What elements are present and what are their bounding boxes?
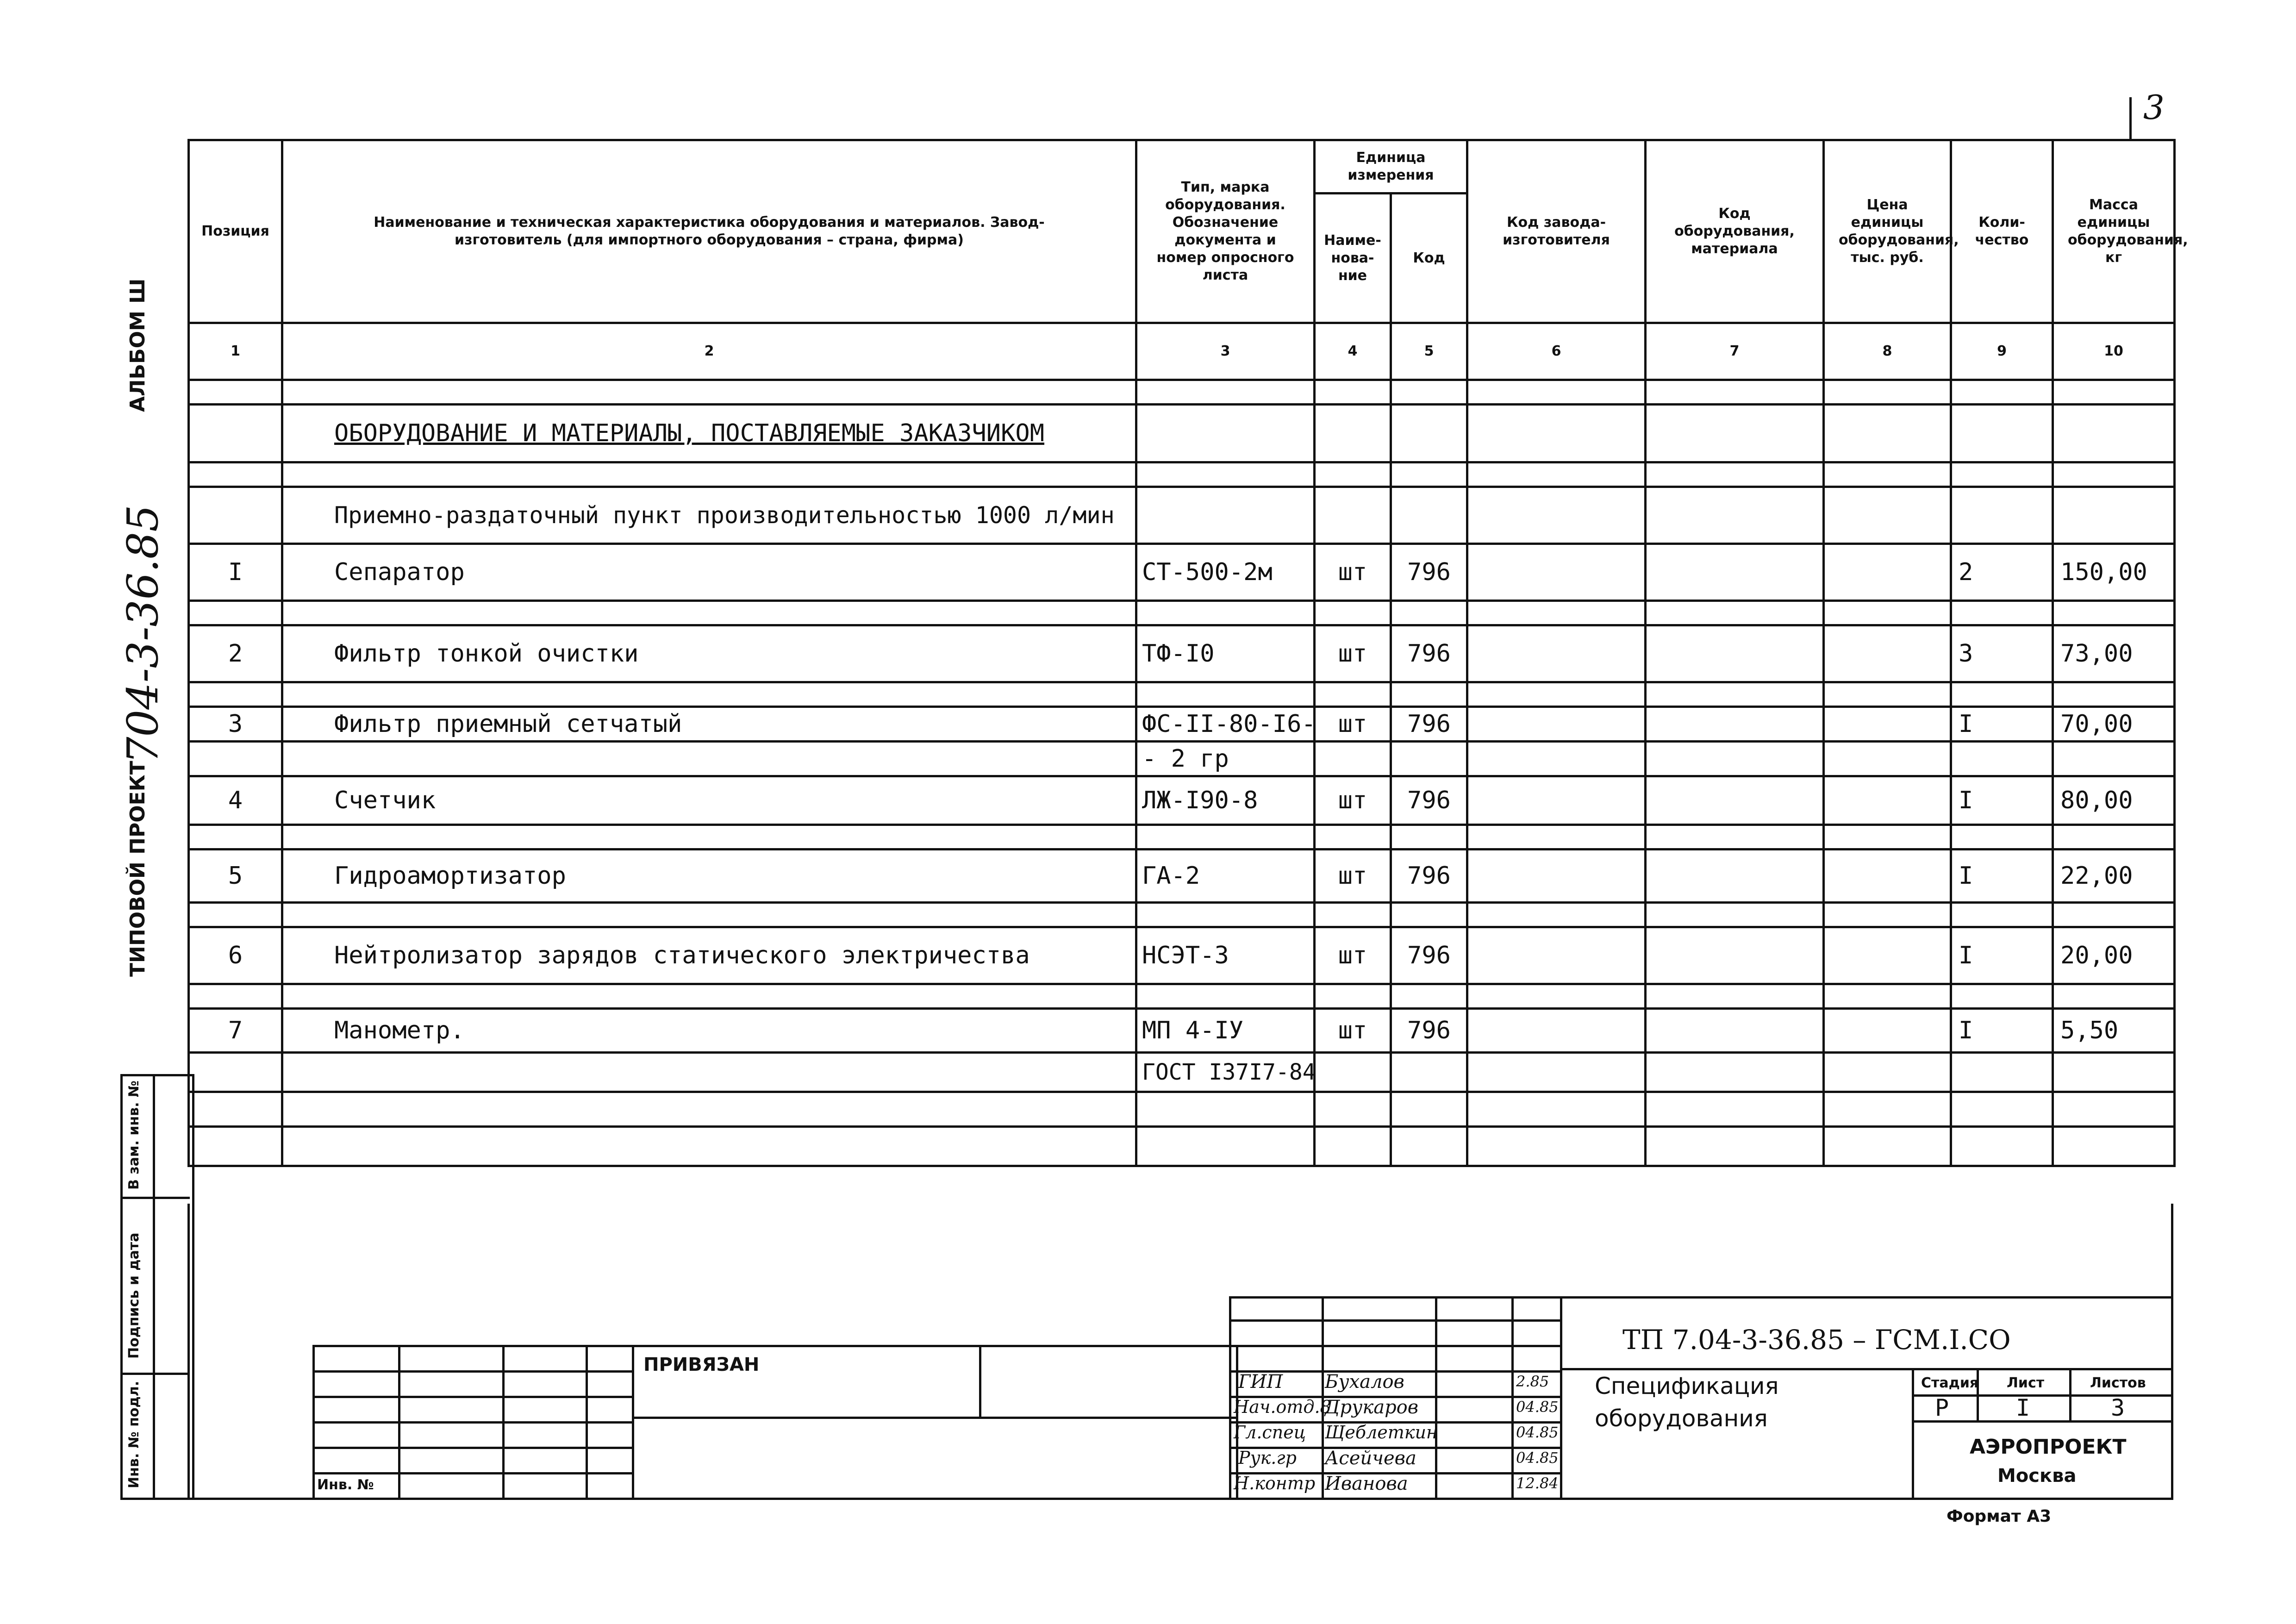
organization-name: АЭРОПРОЕКТ <box>1970 1435 2127 1459</box>
blank-row <box>189 380 2175 405</box>
privyazan-grid <box>312 1447 632 1449</box>
item-type: ФС-II-80-I6- <box>1142 710 1316 738</box>
item-name: Счетчик <box>334 787 436 814</box>
signature-name: Друкаров <box>1325 1397 1419 1418</box>
item-type: ЛЖ-I90-8 <box>1142 787 1258 814</box>
signature-role: Нач.отд.8 <box>1234 1397 1331 1417</box>
binding-strip-sep-1 <box>120 1197 190 1199</box>
table-row <box>189 849 2175 903</box>
stamp-inv-zam: В зам. инв. № <box>126 1080 142 1190</box>
subsection-row <box>189 487 2175 544</box>
col-number: 10 <box>2053 323 2175 380</box>
signature-role: Гл.спец <box>1234 1422 1306 1443</box>
item-qty: I <box>1959 787 1973 814</box>
header-price: Цена единицы оборудования, тыс. руб. <box>1824 140 1951 323</box>
privyazan-grid <box>632 1417 1238 1419</box>
stage-grid <box>1912 1420 2173 1423</box>
signature-name: Бухалов <box>1325 1371 1404 1393</box>
frame-left-lower <box>187 1204 190 1500</box>
signature-date: 04.85 <box>1516 1398 1559 1416</box>
header-unit-group: Единица измерения <box>1315 140 1467 194</box>
header-name: Наименование и техническая характеристика оборудования и материалов. Завод-изготовитель (для импортного оборудования – страна, фирма) <box>282 140 1136 323</box>
project-number: 704-3-36.85 <box>118 505 168 764</box>
table-row <box>189 707 2175 742</box>
item-unit: шт <box>1338 862 1367 890</box>
col-number: 1 <box>189 323 282 380</box>
signature-name: Асейчева <box>1325 1448 1416 1469</box>
item-position: 4 <box>228 787 243 814</box>
item-mass: 73,00 <box>2060 640 2133 668</box>
item-unit: шт <box>1338 942 1367 969</box>
header-position: Позиция <box>189 140 282 323</box>
signature-date: 2.85 <box>1516 1373 1549 1390</box>
blank-row <box>189 903 2175 927</box>
col-number: 8 <box>1824 323 1951 380</box>
item-name: Фильтр приемный сетчатый <box>334 710 682 738</box>
sheets-value: 3 <box>2111 1394 2125 1421</box>
table-row <box>189 776 2175 825</box>
sheet-number: 3 <box>2143 88 2165 127</box>
item-code: 796 <box>1407 787 1451 814</box>
signature-date: 04.85 <box>1516 1424 1559 1441</box>
doc-title-line-2: оборудования <box>1595 1405 1768 1432</box>
item-type: МП 4-IУ <box>1142 1017 1244 1044</box>
blank-row <box>189 825 2175 849</box>
privyazan-grid <box>979 1345 981 1419</box>
item-code: 796 <box>1407 942 1451 969</box>
item-position: 5 <box>228 862 243 890</box>
item-position: 2 <box>228 640 243 668</box>
sheet-label: Лист <box>2007 1375 2045 1391</box>
item-qty: 3 <box>1959 640 1973 668</box>
blank-row <box>189 1127 2175 1166</box>
item-unit: шт <box>1338 787 1367 814</box>
col-number: 3 <box>1136 323 1315 380</box>
item-unit: шт <box>1338 558 1367 586</box>
signature-role: Рук.гр <box>1238 1448 1297 1468</box>
item-qty: I <box>1959 710 1973 738</box>
col-number: 2 <box>282 323 1136 380</box>
signatures-grid <box>1229 1345 1562 1347</box>
item-name: Нейтролизатор зарядов статического электричества <box>334 942 1030 969</box>
table-row-continuation <box>189 1053 2175 1092</box>
signature-date: 12.84 <box>1516 1474 1559 1492</box>
frame-bottom <box>187 1498 2173 1500</box>
binding-strip-sep-2 <box>120 1373 190 1375</box>
privyazan-grid <box>632 1345 634 1498</box>
privyazan-label: ПРИВЯЗАН <box>643 1354 760 1375</box>
table-row <box>189 927 2175 984</box>
item-qty: 2 <box>1959 558 1973 586</box>
item-mass: 20,00 <box>2060 942 2133 969</box>
col-number: 9 <box>1951 323 2053 380</box>
item-code: 796 <box>1407 558 1451 586</box>
project-label: ТИПОВОЙ ПРОЕКТ <box>126 761 150 977</box>
blank-row <box>189 682 2175 707</box>
binding-strip-divider <box>153 1074 155 1498</box>
table-row <box>189 625 2175 682</box>
item-type: СТ-500-2м <box>1142 558 1273 586</box>
inv-label: Инв. № <box>317 1477 374 1493</box>
item-position: 3 <box>228 710 243 738</box>
item-mass: 150,00 <box>2060 558 2147 586</box>
spec-table <box>187 139 2188 1167</box>
signatures-grid <box>1229 1319 1562 1322</box>
stage-value: Р <box>1935 1394 1949 1421</box>
privyazan-grid <box>312 1396 632 1398</box>
item-type: НСЭТ-3 <box>1142 942 1229 969</box>
signature-role: ГИП <box>1238 1371 1283 1393</box>
subsection-title: Приемно-раздаточный пункт производительностью 1000 л/мин <box>334 502 1115 529</box>
stage-grid <box>1912 1394 2173 1397</box>
header-mass: Масса единицы оборудования, кг <box>2053 140 2175 323</box>
header-qty: Коли-чество <box>1951 140 2053 323</box>
item-name: Сепаратор <box>334 558 465 586</box>
header-factory-code: Код завода-изготовителя <box>1467 140 1646 323</box>
blank-row <box>189 462 2175 487</box>
col-number: 5 <box>1391 323 1467 380</box>
section-title: ОБОРУДОВАНИЕ И МАТЕРИАЛЫ, ПОСТАВЛЯЕМЫЕ ЗАКАЗЧИКОМ <box>334 419 1045 447</box>
item-position: 6 <box>228 942 243 969</box>
item-name: Манометр. <box>334 1017 465 1044</box>
item-mass: 80,00 <box>2060 787 2133 814</box>
sheets-label: Листов <box>2090 1375 2146 1391</box>
column-number-row <box>189 323 2175 380</box>
organization-city: Москва <box>1997 1465 2077 1487</box>
item-code: 796 <box>1407 862 1451 890</box>
signature-date: 04.85 <box>1516 1449 1559 1467</box>
doc-title-line-1: Спецификация <box>1595 1373 1779 1399</box>
item-position: I <box>228 558 243 586</box>
section-row <box>189 405 2175 462</box>
item-mass: 22,00 <box>2060 862 2133 890</box>
sheet-value: I <box>2016 1394 2030 1421</box>
item-code: 796 <box>1407 640 1451 668</box>
item-code: 796 <box>1407 1017 1451 1044</box>
stamp-sign-date: Подпись и дата <box>126 1232 142 1359</box>
col-number: 7 <box>1646 323 1824 380</box>
header-unit-code: Код <box>1391 194 1467 323</box>
header-unit-name: Наиме-нова-ние <box>1315 194 1391 323</box>
stage-label: Стадия <box>1921 1375 1979 1391</box>
item-type-continuation: - 2 гр <box>1142 745 1229 773</box>
item-name: Фильтр тонкой очистки <box>334 640 639 668</box>
item-qty: I <box>1959 942 1973 969</box>
table-row <box>189 1009 2175 1053</box>
col-number: 4 <box>1315 323 1391 380</box>
item-mass: 5,50 <box>2060 1017 2119 1044</box>
table-row <box>189 544 2175 601</box>
header-type: Тип, марка оборудования. Обозначение документа и номер опросного листа <box>1136 140 1315 323</box>
item-unit: шт <box>1338 640 1367 668</box>
col-number: 6 <box>1467 323 1646 380</box>
privyazan-grid <box>312 1370 632 1373</box>
stamp-inv-podl: Инв. № подл. <box>126 1380 142 1488</box>
doc-code: ТП 7.04-3-36.85 – ГСМ.I.СО <box>1622 1324 2011 1355</box>
sheet-format: Формат А3 <box>1947 1507 2052 1526</box>
header-equip-code: Код оборудования, материала <box>1646 140 1824 323</box>
blank-row <box>189 1092 2175 1127</box>
item-type: ТФ-I0 <box>1142 640 1215 668</box>
signature-role: Н.контр <box>1234 1473 1316 1493</box>
item-qty: I <box>1959 862 1973 890</box>
item-type-continuation: ГОСТ I37I7-84 <box>1142 1059 1316 1085</box>
item-type: ГА-2 <box>1142 862 1200 890</box>
item-code: 796 <box>1407 710 1451 738</box>
privyazan-grid <box>312 1421 632 1424</box>
header-row <box>189 140 2175 194</box>
item-position: 7 <box>228 1017 243 1044</box>
album-label: АЛЬБОМ Ш <box>126 278 150 412</box>
signature-name: Щеблеткин <box>1325 1422 1438 1443</box>
item-qty: I <box>1959 1017 1973 1044</box>
blank-row <box>189 601 2175 625</box>
table-row-continuation <box>189 742 2175 776</box>
blank-row <box>189 984 2175 1009</box>
signature-name: Иванова <box>1325 1473 1408 1494</box>
item-name: Гидроамортизатор <box>334 862 566 890</box>
item-mass: 70,00 <box>2060 710 2133 738</box>
stage-block-left <box>1912 1370 1914 1500</box>
item-unit: шт <box>1338 1017 1367 1044</box>
privyazan-grid <box>312 1472 632 1474</box>
item-unit: шт <box>1338 710 1367 738</box>
sheet-number-divider <box>2129 97 2132 139</box>
